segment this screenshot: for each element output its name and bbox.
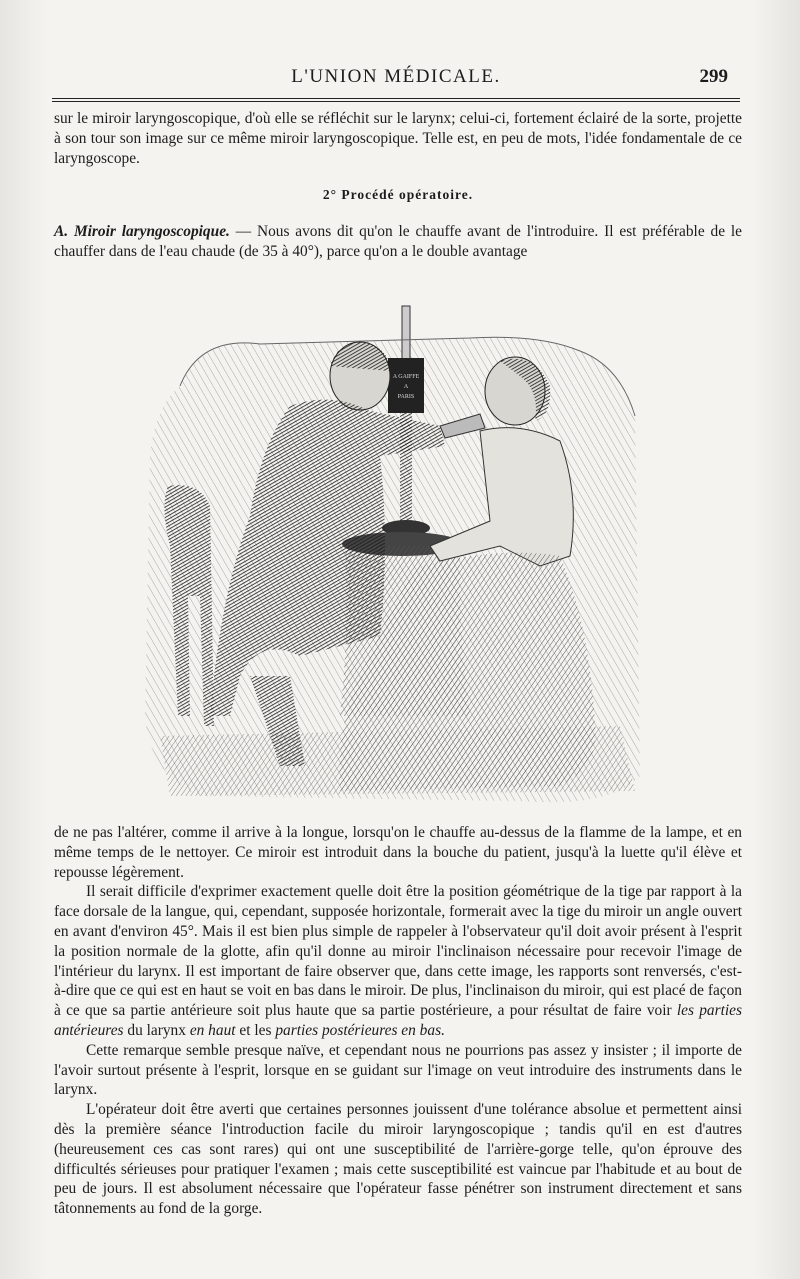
svg-text:A: A bbox=[403, 384, 409, 390]
header-rule bbox=[52, 98, 740, 102]
bottom-text-block bbox=[54, 823, 742, 1219]
paragraph-2-main: Il serait difficile d'exprimer exactement quelle doit être la position géométrique de la tige par rapport à la face dorsale de la langue, qui, cependant, supposée horizontale, formerait avec la tige du miroir un angle ouvert en avant d'environ 45°. Mais il est bien plus simple de rappeler à l'observateur qu'il doit avoir présent à l'esprit la position normale de la glotte, afin qu'il donne au miroir l'inclinaison nécessaire pour recevoir l'image de l'intérieur du larynx. Il est important de faire observer que, dans cette image, les rapports sont renversés, c'est-à-dire que ce qui est en haut se voit en bas dans le miroir. De plus, l'inclinaison du miroir, qui est placé de façon à ce que sa partie antérieure soit plus haute que sa partie postérieure, a pour résultat de faire voir bbox=[54, 883, 742, 1020]
page-number: 299 bbox=[699, 66, 728, 87]
paragraph-2-italic-2: en haut bbox=[189, 1021, 236, 1039]
top-paragraph-block bbox=[54, 109, 742, 168]
lamp-label: A GAIFFE bbox=[392, 374, 420, 380]
engraving-laryngoscopy-icon bbox=[140, 296, 640, 808]
top-paragraph: sur le miroir laryngoscopique, d'où elle se réfléchit sur le larynx; celui-ci, fortement éclairé de la sorte, projette à son tour son image sur ce même miroir laryngoscopique. Telle est, en peu de mots, l'idée fondamentale de ce laryngoscope. bbox=[54, 110, 742, 167]
paragraph-4: L'opérateur doit être averti que certaines personnes jouissent d'une tolérance absolue et permettent ainsi dès la première séance l'introduction facile du miroir laryngoscopique ; tandis qu'il en est d'autres (heureusement ces cas sont rares) qui ont une susceptibilité de l'arrière-gorge telle, qu'on éprouve des difficultés sérieuses pour pratiquer l'examen ; mais cette susceptibilité est vaincue par l'habitude et au bout de peu de jours. Il est absolument nécessaire que l'opérateur fasse pénétrer son instrument directement et sans tâtonnements au fond de la gorge. bbox=[54, 1101, 742, 1218]
section-heading: 2° Procédé opératoire. bbox=[322, 187, 474, 202]
paragraph-1: de ne pas l'altérer, comme il arrive à la longue, lorsqu'on le chauffe au-dessus de la flamme de la lampe, et en même temps de le nettoyer. Ce miroir est introduit dans la bouche du patient, jusqu'à la luette qu'il élève et repousse légèrement. bbox=[54, 824, 742, 881]
paragraph-3: Cette remarque semble presque naïve, et cependant nous ne pourrions pas assez y insister ; il importe de l'avoir surtout présente à l'esprit, lorsque en se guidant sur l'image on veut introduire des instruments dans le larynx. bbox=[54, 1041, 742, 1099]
engraving-figure bbox=[140, 296, 640, 808]
paragraph-2-italic-1: les parties antérieures bbox=[54, 1002, 742, 1039]
paragraph-2-italic-3: parties postérieures en bas. bbox=[275, 1021, 445, 1039]
running-title: L'UNION MÉDICALE. bbox=[291, 66, 501, 87]
page-header bbox=[52, 64, 740, 94]
paragraph-2-mid-1: du larynx bbox=[127, 1021, 186, 1039]
paragraph-a bbox=[54, 222, 742, 262]
paragraph-2 bbox=[54, 882, 742, 1040]
paragraph-a-block bbox=[54, 222, 742, 262]
paragraph-a-label: A. Miroir laryngoscopique. bbox=[54, 223, 230, 240]
paragraph-a-text: — Nous avons dit qu'on le chauffe avant de l'introduire. Il est préférable de le chauffer dans de l'eau chaude (de 35 à 40°), parce qu'on a le double avantage bbox=[54, 223, 742, 260]
svg-text:PARIS: PARIS bbox=[397, 394, 415, 400]
paragraph-2-mid-2: et les bbox=[239, 1021, 272, 1039]
